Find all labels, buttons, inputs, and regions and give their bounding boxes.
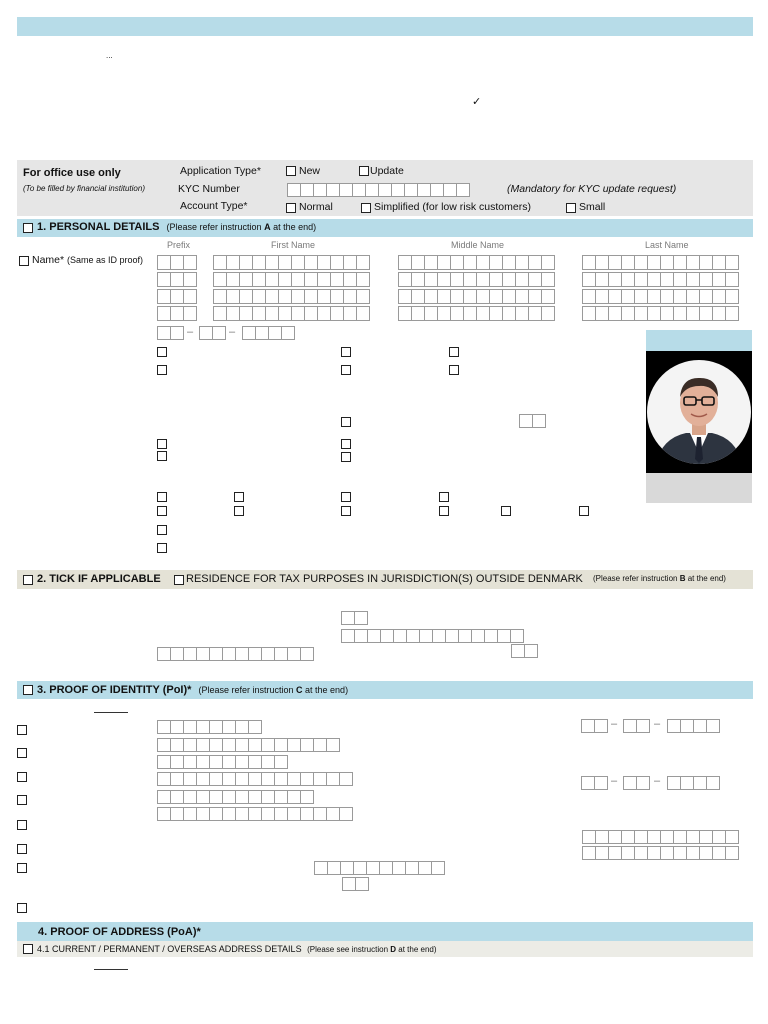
section1-checkbox[interactable] [23,223,33,233]
poi-number-boxes[interactable] [157,790,313,804]
poi-number-boxes[interactable] [157,807,352,821]
poi-checkbox[interactable] [17,748,27,758]
dash: – [611,775,618,787]
tax-country-boxes[interactable] [511,644,537,658]
name-note: (Same as ID proof) [67,255,144,265]
small-checkbox[interactable] [566,203,576,213]
section2-note-post: at the end) [685,574,726,583]
tick-mark: ✓ [472,96,482,108]
simplified-checkbox[interactable] [361,203,371,213]
name-entry-boxes[interactable] [213,272,369,287]
top-header-band [17,17,753,36]
section4-sub-title: 4.1 CURRENT / PERMANENT / OVERSEAS ADDRESS DETAILS [37,944,302,954]
col-prefix: Prefix [167,240,191,250]
dob-month-boxes[interactable] [199,326,225,340]
poi-number-boxes[interactable] [157,755,287,769]
kyc-note: (Mandatory for KYC update request) [507,183,677,195]
account-type-label: Account Type* [180,200,248,212]
dash: – [187,326,194,338]
option-checkbox[interactable] [157,525,167,535]
dash: – [654,718,661,730]
dob-year-boxes[interactable] [242,326,294,340]
poi-checkbox[interactable] [17,844,27,854]
office-subtitle: (To be filled by financial institution) [23,184,145,193]
section3-title: 3. PROOF OF IDENTITY (PoI)* [37,684,192,696]
option-checkbox[interactable] [157,506,167,516]
col-first-name: First Name [271,240,316,250]
section2-title: 2. TICK IF APPLICABLE [37,573,161,585]
option-checkbox[interactable] [341,492,351,502]
underline-mark [94,712,128,713]
tax-place-boxes[interactable] [157,647,313,661]
section4-title: 4. PROOF OF ADDRESS (PoA)* [38,926,201,938]
col-last-name: Last Name [645,240,689,250]
section2-note-pre: (Please refer instruction [593,574,680,583]
office-title: For office use only [23,167,121,179]
name-entry-boxes[interactable] [398,255,554,270]
option-checkbox[interactable] [449,365,459,375]
option-checkbox[interactable] [157,347,167,357]
section4-sub-row [37,944,437,954]
poi-checkbox[interactable] [17,820,27,830]
tax-code-boxes[interactable] [341,611,367,625]
section3-checkbox[interactable] [23,685,33,695]
section4-note-key: D [390,945,397,954]
dash: – [654,775,661,787]
dash: – [229,326,236,338]
poi-number-boxes[interactable] [157,738,339,752]
name-entry-boxes[interactable] [157,255,196,270]
section2-note-key: B [679,574,686,583]
section3-title-row [37,684,348,696]
section3-note-pre: (Please refer instruction [198,685,297,695]
name-entry-boxes[interactable] [213,289,369,304]
poi-number-boxes[interactable] [157,720,261,734]
name-entry-boxes[interactable] [157,272,196,287]
option-checkbox[interactable] [501,506,511,516]
tax-id-boxes[interactable] [341,629,523,643]
section1-title: 1. PERSONAL DETAILS [37,221,160,233]
small-mark: ... [106,51,113,60]
name-entry-boxes[interactable] [582,289,738,304]
name-entry-boxes[interactable] [157,306,196,321]
poi-date-day[interactable] [581,776,607,790]
normal-checkbox[interactable] [286,203,296,213]
simplified-label: Simplified (for low risk customers) [374,201,531,213]
option-checkbox[interactable] [157,365,167,375]
option-checkbox[interactable] [341,439,351,449]
option-checkbox[interactable] [439,506,449,516]
applicant-photo [646,351,752,473]
section1-note-pre: (Please refer instruction [166,222,265,232]
option-checkbox[interactable] [157,543,167,553]
poi-extra-boxes[interactable] [582,846,738,860]
option-checkbox[interactable] [157,492,167,502]
underline-mark [94,969,128,970]
option-checkbox[interactable] [234,506,244,516]
name-checkbox[interactable] [19,256,29,266]
dob-day-boxes[interactable] [157,326,183,340]
small-label: Small [579,201,606,213]
tax-residence-checkbox[interactable] [174,575,184,585]
col-middle-name: Middle Name [451,240,505,250]
option-checkbox[interactable] [234,492,244,502]
kyc-number-boxes[interactable] [287,183,469,197]
poi-checkbox[interactable] [17,795,27,805]
section3-note-post: at the end) [302,685,349,695]
update-checkbox[interactable] [359,166,369,176]
name-entry-boxes[interactable] [582,272,738,287]
option-checkbox[interactable] [449,347,459,357]
new-label: New [299,165,321,177]
poi-date-month[interactable] [623,776,649,790]
new-checkbox[interactable] [286,166,296,176]
dash: – [611,718,618,730]
section2-checkbox[interactable] [23,575,33,585]
option-checkbox[interactable] [341,365,351,375]
update-label: Update [370,165,404,177]
option-checkbox[interactable] [341,347,351,357]
poi-checkbox[interactable] [17,903,27,913]
name-entry-boxes[interactable] [213,306,369,321]
poi-date-day[interactable] [581,719,607,733]
name-label-row [32,254,143,266]
option-checkbox[interactable] [439,492,449,502]
poi-date-year[interactable] [667,776,719,790]
poi-date-year[interactable] [667,719,719,733]
photo-frame [646,351,752,473]
option-checkbox[interactable] [579,506,589,516]
name-entry-boxes[interactable] [213,255,369,270]
option-checkbox[interactable] [341,452,351,462]
kyc-number-label: KYC Number [178,183,240,195]
section4-note-pre: (Please see instruction [307,945,391,954]
small-entry-boxes[interactable] [519,414,545,428]
section4-1-checkbox[interactable] [23,944,33,954]
application-type-label: Application Type* [180,165,261,177]
poi-other-boxes[interactable] [314,861,444,875]
photo-panel-header [646,330,752,351]
name-label: Name* [32,254,65,266]
option-checkbox[interactable] [341,417,351,427]
normal-label: Normal [299,201,333,213]
name-entry-boxes[interactable] [582,306,738,321]
poi-extra-boxes[interactable] [582,830,738,844]
option-checkbox[interactable] [157,439,167,449]
section1-title-row [37,221,316,233]
section4-note-post: at the end) [396,945,437,954]
poi-number-boxes[interactable] [157,772,352,786]
name-entry-boxes[interactable] [398,289,554,304]
section2-note [593,574,726,583]
section1-note-key: A [264,222,271,232]
name-entry-boxes[interactable] [157,289,196,304]
poi-checkbox[interactable] [17,863,27,873]
poi-checkbox[interactable] [17,725,27,735]
section1-note-post: at the end) [270,222,317,232]
name-entry-boxes[interactable] [398,272,554,287]
poi-date-month[interactable] [623,719,649,733]
poi-checkbox[interactable] [17,772,27,782]
name-entry-boxes[interactable] [398,306,554,321]
poi-other-small[interactable] [342,877,368,891]
option-checkbox[interactable] [157,451,167,461]
tax-residence-option: RESIDENCE FOR TAX PURPOSES IN JURISDICTION(S) OUTSIDE DENMARK [186,573,583,585]
name-entry-boxes[interactable] [582,255,738,270]
photo-panel [646,330,752,503]
option-checkbox[interactable] [341,506,351,516]
section3-note-key: C [296,685,303,695]
